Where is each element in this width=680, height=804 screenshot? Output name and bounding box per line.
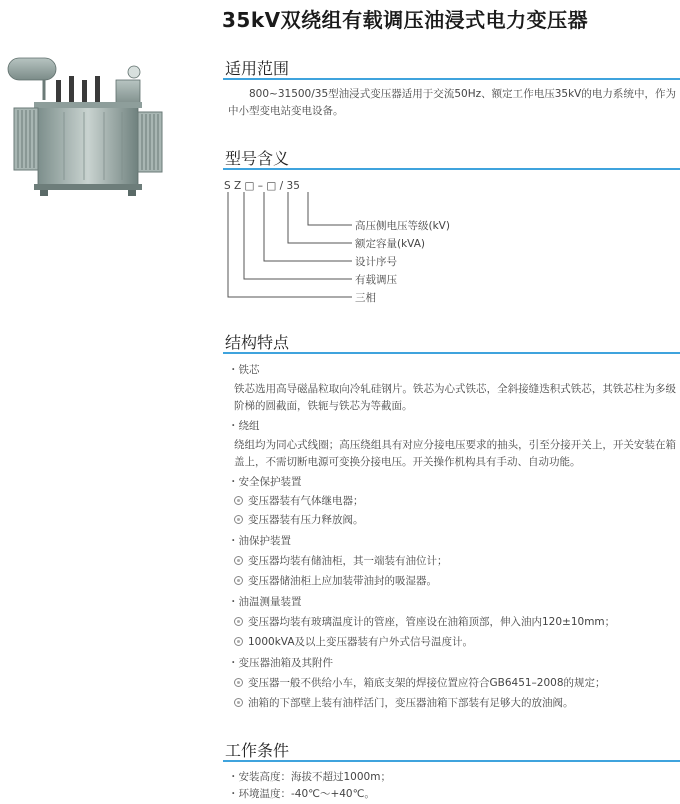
circle-bullet-icon [234,576,243,585]
scope-text: 800~31500/35型油浸式变压器适用于交流50Hz、额定工作电压35kV的电力系统中，作为中小型变电站变电设备。 [228,88,676,117]
oil-heading: ・油保护装置 [228,535,291,547]
circle-bullet-icon [234,698,243,707]
model-label-voltage: 高压侧电压等级(kV) [355,220,450,232]
winding-text: 绕组均为同心式线圈；高压绕组具有对应分接电压要求的抽头，引至分接开关上，开关安装在箱盖上，不需切断电源可变换分接电压。开关操作机构具有手动、自动功能。 [234,439,676,468]
safety-item: 变压器装有气体继电器； [234,493,364,508]
temp-heading: ・油温测量装置 [228,596,302,608]
circle-bullet-icon [234,678,243,687]
temp-item: 1000kVA及以上变压器装有户外式信号温度计。 [234,634,473,649]
transformer-image [4,50,172,200]
circle-bullet-icon [234,496,243,505]
model-label-phase: 三相 [355,292,376,304]
model-label-capacity: 额定容量(kVA) [355,238,425,250]
condition-item: ・环境温度：-40℃～+40℃。 [228,788,375,800]
safety-heading: ・安全保护装置 [228,476,302,488]
winding-heading: ・绕组 [228,420,260,432]
core-heading: ・铁芯 [228,364,260,376]
oil-item: 变压器均装有储油柜，其一端装有油位计； [234,553,448,568]
structure-divider [223,352,680,354]
model-label-design: 设计序号 [355,256,397,268]
condition-item: ・安装高度：海拔不超过1000m； [228,771,391,783]
temp-item: 变压器均装有玻璃温度计的管座，管座设在油箱顶部，伸入油内120±10mm； [234,614,615,629]
model-divider [223,168,680,170]
scope-heading: 适用范围 [225,59,290,78]
circle-bullet-icon [234,515,243,524]
scope-divider [223,78,680,80]
core-text: 铁芯选用高导磁晶粒取向冷轧硅钢片。铁芯为心式铁芯，全斜接缝迭积式铁芯，其铁芯柱为多级阶梯的圆截面，铁轭与铁芯为等截面。 [234,383,676,412]
oil-item: 变压器储油柜上应加装带油封的吸湿器。 [234,573,437,588]
circle-bullet-icon [234,637,243,646]
conditions-heading: 工作条件 [225,741,290,760]
model-label-onload: 有载调压 [355,274,397,286]
safety-item: 变压器装有压力释放阀。 [234,512,364,527]
structure-heading: 结构特点 [225,333,290,352]
model-heading: 型号含义 [225,149,290,168]
model-code: S Z □ – □ / 35 [224,180,300,192]
tank-heading: ・变压器油箱及其附件 [228,657,333,669]
tank-item: 变压器一般不供给小车，箱底支架的焊接位置应符合GB6451–2008的规定； [234,675,606,690]
circle-bullet-icon [234,617,243,626]
circle-bullet-icon [234,556,243,565]
page-title: 35kV双绕组有载调压油浸式电力变压器 [222,8,589,32]
model-diagram-lines [220,192,360,302]
tank-item: 油箱的下部壁上装有油样活门，变压器油箱下部装有足够大的放油阀。 [234,695,574,710]
conditions-divider [223,760,680,762]
